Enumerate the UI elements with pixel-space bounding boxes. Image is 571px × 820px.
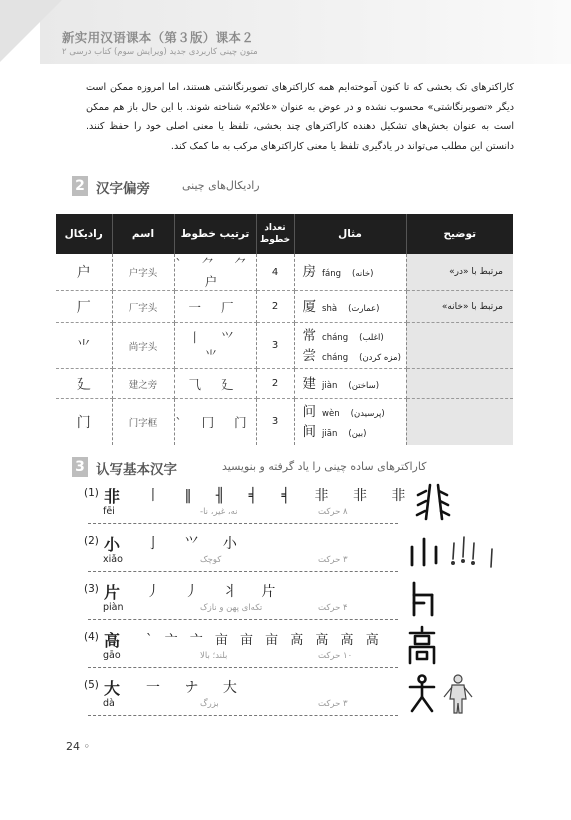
- character-item: [84, 631, 513, 673]
- practice-char: 小: [104, 535, 121, 554]
- radical-name-cell: 尚字头: [112, 323, 174, 369]
- stroke-count: ۸ حرکت: [318, 507, 348, 517]
- table-row: [56, 369, 513, 399]
- example-pinyin: cháng: [322, 332, 349, 343]
- example-cell: [294, 323, 406, 369]
- note-cell: مرتبط با «خانه»: [406, 291, 513, 323]
- example-char: 建: [302, 375, 316, 392]
- radical-name-cell: 建之旁: [112, 369, 174, 399]
- writing-line: [88, 523, 398, 524]
- example-meaning: (پرسیدن): [350, 408, 385, 419]
- item-index: (4): [84, 631, 99, 643]
- item-index: (5): [84, 679, 99, 691]
- example-line: [303, 262, 406, 282]
- book-subtitle: متون چینی کاربردی جدید (ویرایش سوم) کتاب درسی ۲: [62, 47, 258, 57]
- section-number: 3: [72, 457, 88, 477]
- example-char: 间: [302, 423, 316, 440]
- stroke-order-cell: 一 厂: [174, 291, 256, 323]
- example-line: [303, 374, 406, 394]
- example-meaning: (عمارت): [348, 303, 380, 314]
- table-row: [56, 291, 513, 323]
- stroke-sequence: ` 亠 亠 亩 亩 亩 高 高 高 高: [146, 633, 383, 648]
- example-meaning: (خانه): [352, 269, 374, 279]
- page-number: 24 ◦: [66, 740, 90, 753]
- ancient-script-pian: [406, 577, 516, 619]
- practice-char: 高: [104, 631, 121, 650]
- table-row: [56, 323, 513, 369]
- section-title-fa: رادیکال‌های چینی: [182, 179, 260, 192]
- radical-name-cell: 户字头: [112, 254, 174, 291]
- header-example: مثال: [294, 214, 406, 254]
- header-corner-decoration: [0, 0, 62, 62]
- example-pinyin: fáng: [322, 269, 342, 279]
- practice-pinyin: dà: [103, 698, 115, 709]
- radical-name-cell: 门字框: [112, 399, 174, 445]
- example-cell: [294, 369, 406, 399]
- stroke-count-cell: 2: [256, 291, 294, 323]
- header-name: اسم: [112, 214, 174, 254]
- practice-meaning: کوچک: [200, 555, 222, 565]
- practice-meaning: تکه‌ای پهن و نازک: [200, 603, 263, 613]
- note-cell: [406, 323, 513, 369]
- practice-pinyin: piàn: [103, 602, 124, 613]
- section-heading-basic-characters: [72, 456, 512, 480]
- example-char: 问: [302, 403, 316, 420]
- character-item: [84, 487, 513, 529]
- note-cell: [406, 369, 513, 399]
- example-pinyin: shà: [322, 303, 338, 314]
- radical-cell: 户: [56, 254, 112, 291]
- stroke-sequence: 丨 ‖ ╢ ╡ ╡ 非 非 非: [146, 488, 416, 504]
- example-meaning: (بین): [348, 428, 367, 439]
- section-title-zh: 认写基本汉字: [96, 462, 177, 478]
- table-row: [56, 254, 513, 291]
- header-radical: رادیکال: [56, 214, 112, 254]
- section-number: 2: [72, 176, 88, 196]
- table-row: [56, 399, 513, 445]
- example-cell: [294, 291, 406, 323]
- table-header-row: [56, 214, 513, 254]
- writing-line: [88, 715, 398, 716]
- example-cell: [294, 254, 406, 291]
- example-line: [303, 422, 406, 442]
- practice-pinyin: fēi: [103, 506, 115, 517]
- example-line: [303, 297, 406, 317]
- radical-cell: 门: [56, 399, 112, 445]
- stroke-count-cell: 3: [256, 399, 294, 445]
- radicals-table: [56, 214, 513, 445]
- example-pinyin: jiàn: [322, 380, 338, 391]
- example-char: 尝: [302, 347, 316, 364]
- stroke-count-cell: 3: [256, 323, 294, 369]
- stroke-count: ۳ حرکت: [318, 699, 348, 709]
- practice-meaning: بلند؛ بالا: [200, 651, 228, 661]
- book-title: 新实用汉语课本（第３版）课本２: [62, 30, 255, 45]
- example-char: 厦: [302, 298, 316, 315]
- stroke-count: ۴ حرکت: [318, 603, 348, 613]
- radical-cell: 廴: [56, 369, 112, 399]
- example-meaning: (مزه کردن): [359, 352, 401, 363]
- section-title-zh: 汉字偏旁: [96, 181, 150, 197]
- stroke-count: ۳ حرکت: [318, 555, 348, 565]
- stroke-sequence: 丿 丿 ⺦ 片: [146, 584, 286, 600]
- ancient-script-da: [406, 673, 516, 715]
- stroke-count: ۱۰ حرکت: [318, 651, 353, 661]
- intro-paragraph: کاراکترهای تک بخشی که تا کنون آموخته‌ایم همه کاراکترهای تصویرنگاشتی هستند، اما امروزه ممکن است دیگر «تصویرنگاشتی» محسوب نشده و در عوض به عنوان «علائم» شناخته شوند. با این حال باز هم ممکن است به عنوان بخش‌های تشکیل دهنده کاراکترهای چند بخشی، تلفظ یا معنی اصلی خود را حفظ کنند. دانستن این مطلب می‌تواند در یادگیری تلفظ یا معنی کاراکترهای مرکب به ما کمک کند.: [86, 82, 514, 152]
- stroke-order-cell: ` ⺈ ⺈ 户: [175, 256, 255, 289]
- stroke-order-cell: ` 冂 门: [174, 399, 256, 445]
- practice-meaning: نه، غیر، نا-: [200, 507, 238, 517]
- practice-meaning: بزرگ: [200, 699, 219, 709]
- radical-cell: 厂: [56, 291, 112, 323]
- item-index: (1): [84, 487, 99, 499]
- example-char: 常: [302, 327, 316, 344]
- character-item: [84, 535, 513, 577]
- writing-line: [88, 619, 398, 620]
- stroke-sequence: 一 ナ 大: [146, 680, 247, 696]
- stroke-count-cell: 4: [256, 254, 294, 291]
- practice-char: 片: [104, 583, 121, 602]
- writing-line: [88, 667, 398, 668]
- character-item: [84, 679, 513, 721]
- ancient-script-fei: [406, 481, 516, 523]
- header-stroke-count: تعداد خطوط: [256, 214, 294, 254]
- example-pinyin: cháng: [322, 352, 349, 363]
- section-title-fa: کاراکترهای ساده چینی را یاد گرفته و بنویسید: [222, 460, 427, 473]
- writing-line: [88, 571, 398, 572]
- practice-pinyin: xiǎo: [103, 554, 123, 565]
- practice-pinyin: gāo: [103, 650, 121, 661]
- note-cell: [406, 399, 513, 445]
- section-heading-radicals: [72, 175, 512, 199]
- stroke-sequence: 亅 ⺍ 小: [146, 536, 247, 552]
- character-item: [84, 583, 513, 625]
- radical-cell: ⺌: [56, 323, 112, 369]
- ancient-script-gao: [406, 625, 516, 667]
- practice-char: 大: [104, 679, 121, 698]
- stroke-order-cell: 丨 ⺍ ⺌: [174, 323, 256, 369]
- example-pinyin: jiān: [322, 428, 338, 439]
- header-stroke-order: ترتیب خطوط: [174, 214, 256, 254]
- stroke-order-cell: ⺄ 廴: [174, 369, 256, 399]
- radical-name-cell: 厂字头: [112, 291, 174, 323]
- example-meaning: (ساختن): [348, 380, 380, 391]
- example-pinyin: wèn: [322, 408, 340, 419]
- example-meaning: (اغلب): [359, 332, 384, 343]
- example-line: [303, 402, 406, 422]
- example-cell: [294, 399, 406, 445]
- practice-char: 非: [104, 487, 121, 506]
- ancient-script-xiao: [406, 529, 516, 571]
- stroke-count-cell: 2: [256, 369, 294, 399]
- item-index: (3): [84, 583, 99, 595]
- example-char: 房: [302, 264, 316, 280]
- item-index: (2): [84, 535, 99, 547]
- example-line: [303, 326, 406, 346]
- note-cell: مرتبط با «در»: [406, 254, 513, 291]
- example-line: [303, 346, 406, 366]
- header-note: توضیح: [406, 214, 513, 254]
